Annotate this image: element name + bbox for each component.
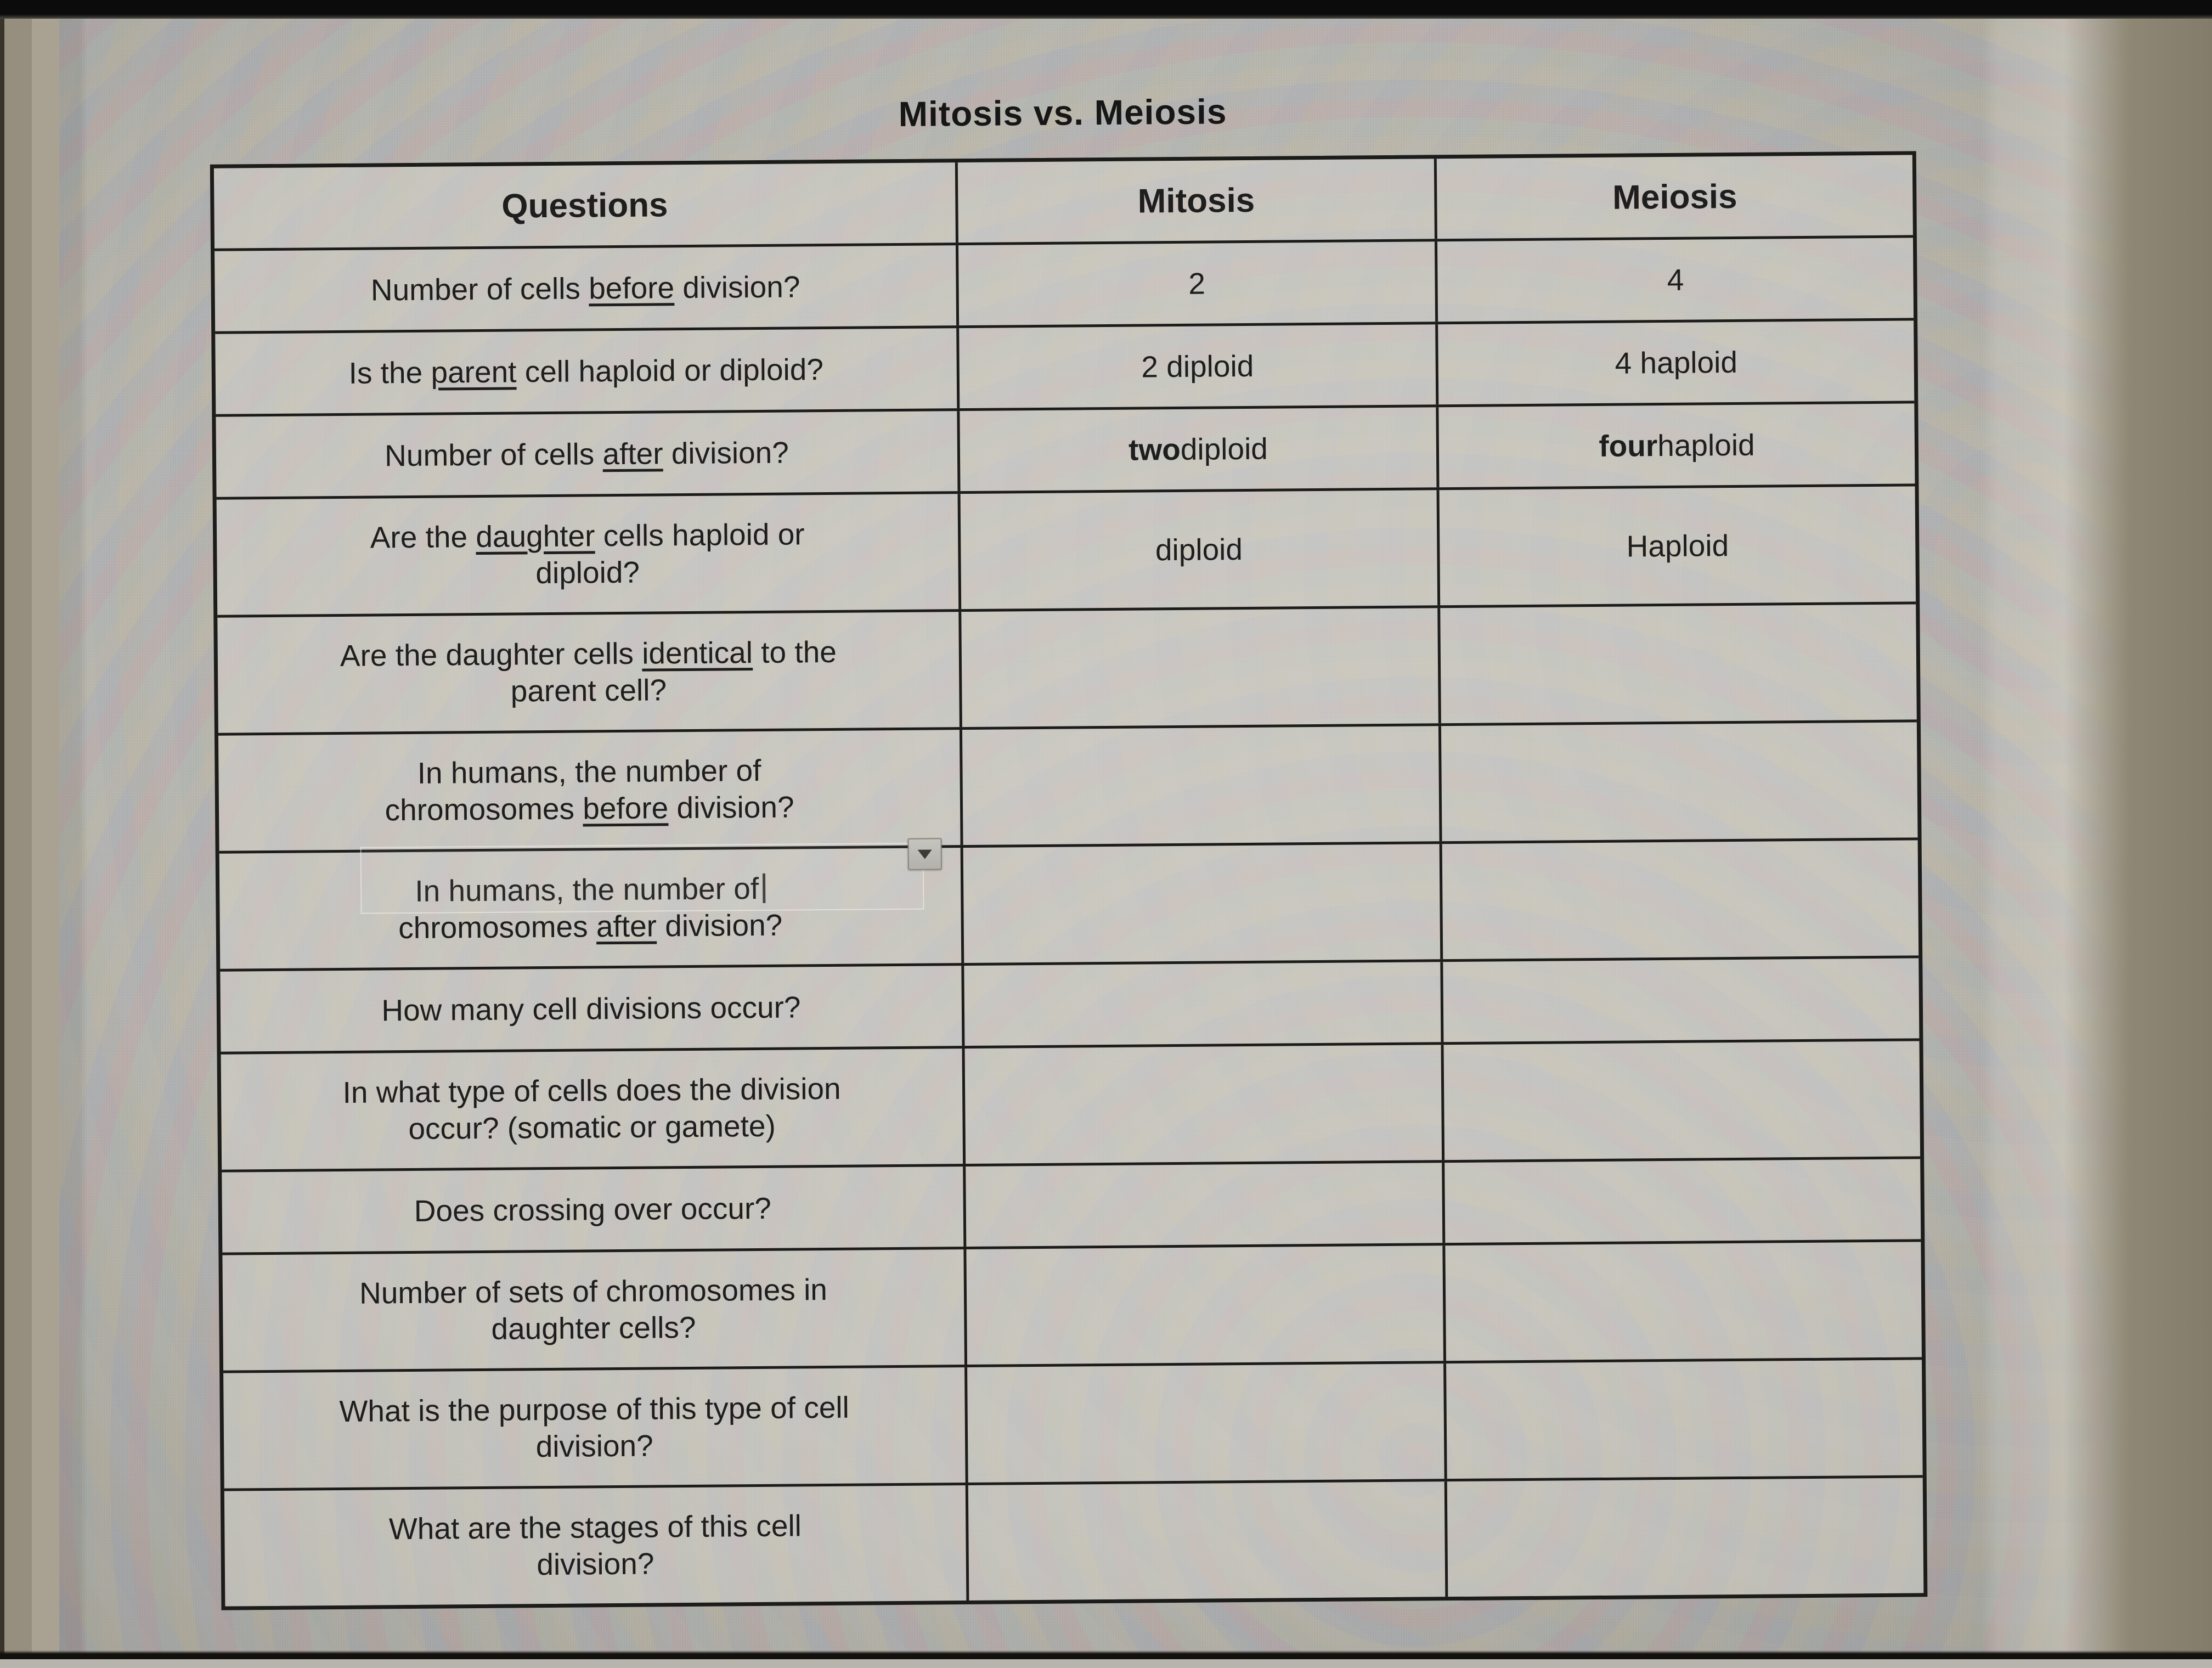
screen-bezel-top: [0, 0, 2212, 19]
text-segment: occur? (somatic or gamete): [408, 1108, 776, 1146]
meiosis-answer-cell: [1438, 403, 1915, 487]
meiosis-answer-cell: [1443, 958, 1919, 1042]
table-row: [215, 235, 1914, 331]
down-triangle-glyph: [918, 849, 932, 859]
question-cell: [222, 1249, 967, 1371]
text-segment: division?: [674, 269, 800, 305]
text-segment: Number of sets of chromosomes in: [359, 1272, 828, 1310]
question-cell: [216, 411, 960, 497]
question-text: [340, 634, 837, 711]
meiosis-answer-cell: [1441, 722, 1917, 841]
question-text: [385, 434, 789, 474]
table-row: [223, 1357, 1923, 1488]
text-segment: Is the: [348, 355, 431, 390]
text-segment: Haploid: [1626, 528, 1729, 563]
text-segment: parent cell?: [510, 673, 667, 708]
column-header-mitosis: Mitosis: [958, 159, 1437, 243]
table-row: [222, 1156, 1921, 1252]
text-segment: chromosomes: [385, 791, 583, 827]
page-title: Mitosis vs. Meiosis: [898, 92, 1227, 134]
text-segment: diploid?: [535, 555, 640, 590]
question-cell: [217, 612, 962, 733]
mitosis-answer-cell: [959, 324, 1438, 408]
mitosis-answer-cell: [960, 407, 1439, 491]
text-segment: 4: [1667, 262, 1684, 297]
question-text: [389, 1507, 802, 1584]
text-segment: Number of cells: [384, 436, 603, 472]
text-segment: daughter: [476, 519, 595, 554]
question-cell: [217, 494, 962, 615]
screen-bezel-bottom: [0, 1650, 2212, 1659]
text-segment: 4 haploid: [1615, 345, 1738, 380]
mitosis-answer-cell: [966, 1246, 1446, 1365]
dropdown-arrow-icon[interactable]: [908, 838, 942, 870]
question-cell: [224, 1485, 969, 1607]
meiosis-answer-cell: [1438, 320, 1914, 404]
text-segment: What are the stages of this cell: [388, 1508, 802, 1546]
text-segment: 2 diploid: [1141, 348, 1254, 384]
text-segment: to the: [752, 634, 837, 670]
text-segment: before: [583, 791, 669, 826]
text-segment: 2: [1188, 266, 1206, 301]
table-row: [222, 1239, 1922, 1370]
table-row: [219, 837, 1919, 968]
mitosis-meiosis-table: [210, 151, 1928, 1610]
meiosis-answer-cell: [1446, 1360, 1922, 1479]
text-cursor: [763, 874, 765, 903]
question-text: [370, 516, 805, 593]
text-segment: identical: [641, 635, 753, 670]
text-segment: Does crossing over occur?: [414, 1191, 772, 1228]
question-text: [359, 1271, 828, 1349]
text-segment: cells haploid or: [595, 517, 805, 553]
mitosis-answer-cell: [965, 1045, 1445, 1164]
text-segment: after: [596, 909, 657, 944]
text-segment: four: [1599, 428, 1658, 463]
meiosis-answer-cell: [1447, 1478, 1923, 1597]
text-segment: division?: [656, 908, 783, 943]
text-segment: Are the: [370, 520, 476, 555]
mitosis-answer-cell: [958, 241, 1438, 325]
text-segment: after: [602, 436, 663, 471]
mitosis-answer-cell: [968, 1481, 1448, 1601]
table-row: [216, 401, 1915, 497]
table-row: [224, 1475, 1924, 1606]
question-text: [385, 752, 794, 829]
text-segment: cell haploid or diploid?: [516, 352, 824, 388]
meiosis-answer-cell: [1440, 604, 1916, 723]
question-cell: [218, 730, 963, 851]
text-segment: parent: [431, 354, 517, 390]
text-segment: How many cell divisions occur?: [381, 989, 801, 1027]
mitosis-answer-cell: [964, 962, 1443, 1046]
question-cell: [215, 328, 960, 414]
meiosis-answer-cell: [1444, 1159, 1921, 1243]
table-row: [218, 719, 1918, 850]
table-row: [217, 483, 1916, 615]
mitosis-answer-cell: [967, 1363, 1447, 1483]
mitosis-answer-cell: [963, 844, 1443, 963]
text-segment: What is the purpose of this type of cell: [339, 1390, 850, 1429]
text-segment: In humans, the number of: [415, 871, 759, 908]
column-header-questions: Questions: [214, 162, 958, 249]
text-segment: daughter cells?: [491, 1310, 696, 1346]
question-text: [339, 1389, 849, 1467]
meiosis-answer-cell: [1445, 1242, 1921, 1361]
question-cell: [223, 1367, 968, 1489]
mitosis-answer-cell: [961, 608, 1441, 727]
question-cell: [220, 966, 964, 1052]
text-segment: haploid: [1657, 427, 1755, 463]
text-segment: Are the daughter cells: [340, 636, 642, 673]
question-cell: [222, 1167, 966, 1253]
meiosis-answer-cell: [1442, 840, 1918, 959]
table-row: [215, 318, 1914, 414]
table-header-row: [214, 155, 1913, 248]
question-text: [381, 989, 801, 1029]
text-segment: diploid: [1155, 532, 1243, 567]
mitosis-answer-cell: [962, 726, 1442, 845]
question-text: [414, 1190, 771, 1229]
screen-bezel-left: [0, 0, 88, 1659]
text-segment: diploid: [1180, 431, 1268, 466]
text-segment: division?: [668, 790, 794, 825]
text-segment: chromosomes: [398, 909, 597, 945]
meiosis-answer-cell: [1437, 238, 1914, 322]
text-segment: division?: [663, 435, 789, 470]
meiosis-answer-cell: [1440, 486, 1916, 605]
table-row: [217, 601, 1917, 732]
question-text: [348, 351, 823, 392]
question-cell: [215, 245, 959, 331]
question-cell: [219, 848, 964, 969]
text-segment: In what type of cells does the division: [342, 1071, 841, 1109]
text-segment: division?: [535, 1428, 653, 1464]
question-text: [398, 870, 782, 946]
text-segment: division?: [537, 1546, 654, 1582]
screen-bezel-right: [1982, 0, 2212, 1659]
meiosis-answer-cell: [1444, 1041, 1920, 1160]
text-segment: Number of cells: [370, 271, 589, 307]
mitosis-answer-cell: [961, 490, 1441, 609]
text-segment: before: [588, 270, 675, 305]
text-segment: In humans, the number of: [417, 753, 761, 790]
question-text: [371, 268, 800, 308]
question-cell: [221, 1049, 966, 1170]
column-header-meiosis: Meiosis: [1612, 177, 1737, 217]
text-segment: two: [1128, 432, 1181, 467]
mitosis-answer-cell: [966, 1163, 1445, 1247]
table-row: [220, 955, 1919, 1051]
question-text: [342, 1070, 841, 1148]
table-row: [221, 1038, 1921, 1169]
